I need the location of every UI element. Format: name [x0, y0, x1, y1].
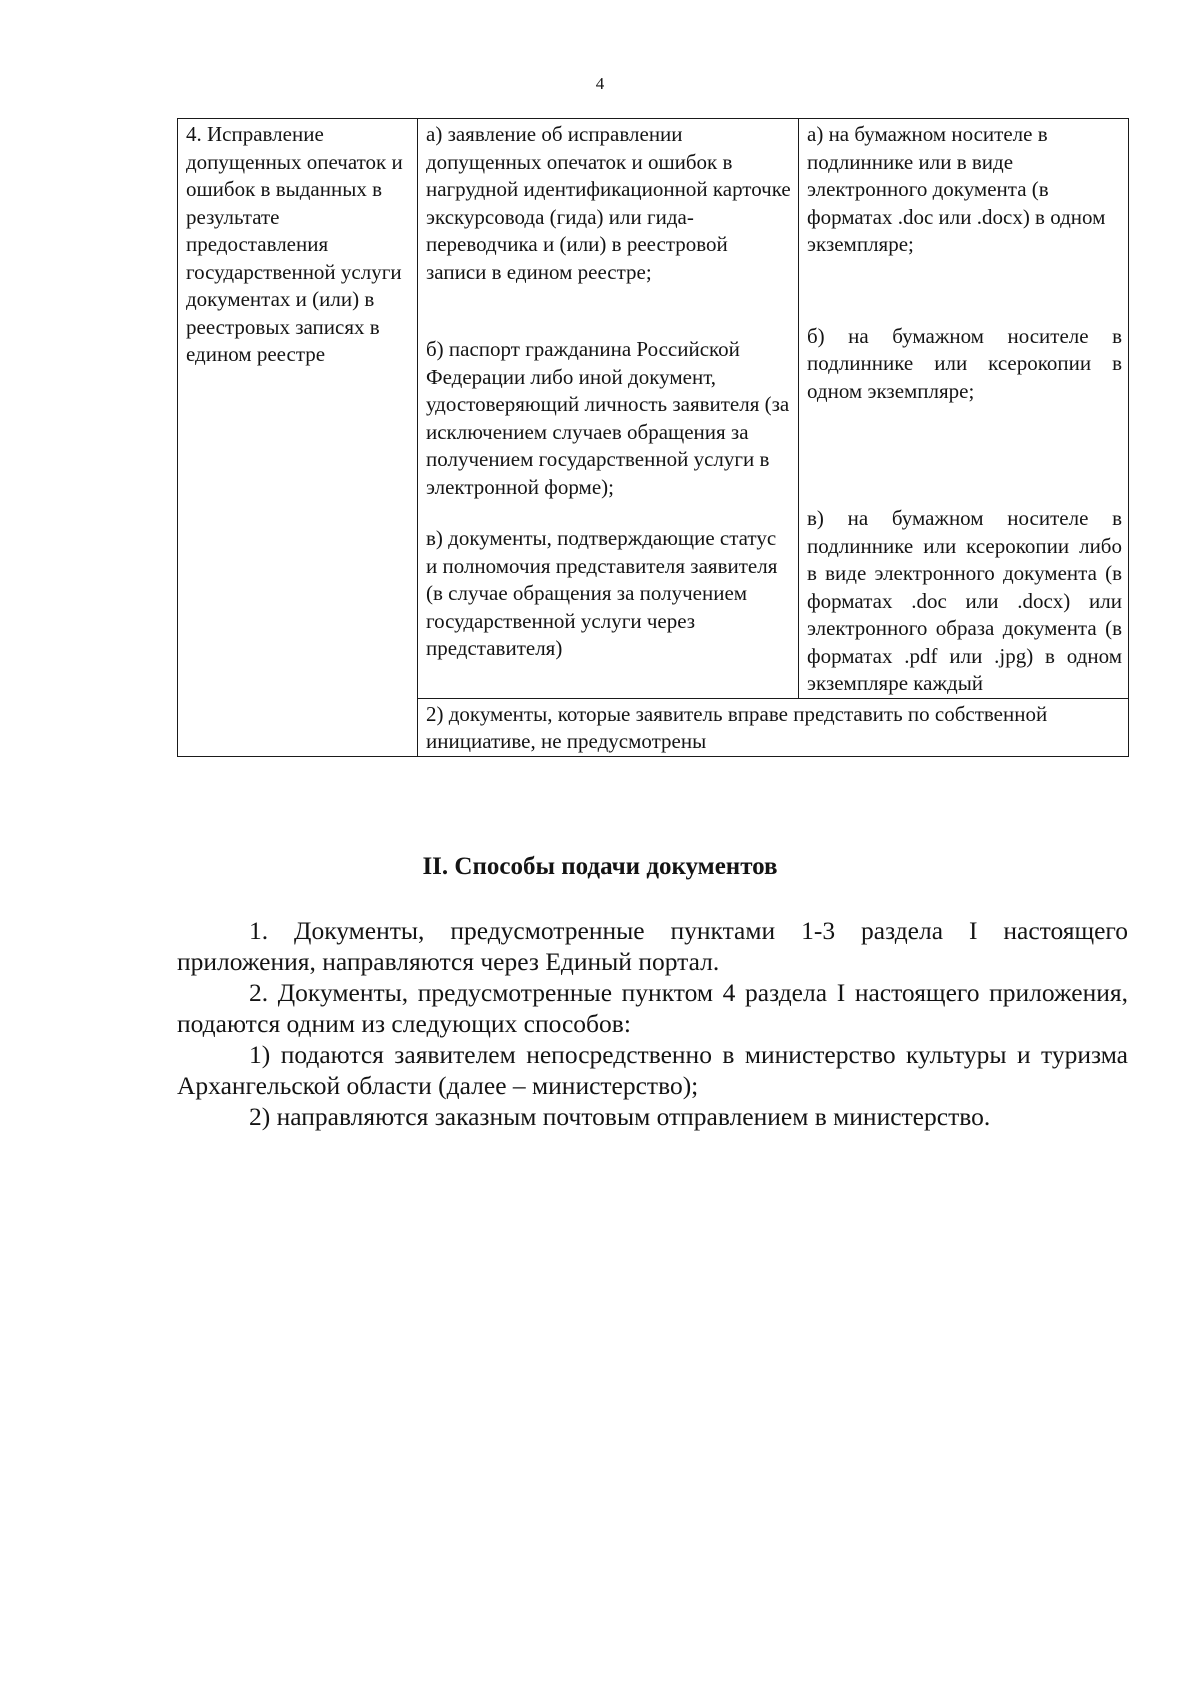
- required-docs-cell: [418, 119, 799, 699]
- documents-table: [177, 118, 1129, 757]
- form-item-a: а) на бумажном носителе в подлиннике или в виде электронного документа (в форматах .doc или .docx) в одном экземпляре;: [807, 122, 1106, 256]
- paragraph: 2) направляются заказным почтовым отправлением в министерство.: [249, 1102, 991, 1131]
- paragraph: 1) подаются заявителем непосредственно в министерство культуры и туризма Архангельской области (далее – министерство);: [177, 1040, 1128, 1100]
- section-heading: II. Способы подачи документов: [422, 853, 778, 880]
- form-item-c: в) на бумажном носителе в подлиннике или ксерокопии либо в виде электронного документа (в форматах .doc или .docx) или электронного образа документа (в форматах .pdf или .jpg) в одном экземпляре каждый: [807, 506, 1122, 695]
- table-row: [178, 119, 1129, 699]
- submission-form-cell: [799, 119, 1129, 699]
- section-body: [177, 915, 1128, 1132]
- service-name: 4. Исправление допущенных опечаток и ошибок в выданных в результате предоставления государственной услуги документах и (или) в реестровых записях в едином реестре: [186, 122, 403, 366]
- optional-docs-text: 2) документы, которые заявитель вправе представить по собственной инициативе, не предусмотрены: [426, 701, 1048, 753]
- doc-item-c: в) документы, подтверждающие статус и полномочия представителя заявителя (в случае обращения за получением государственной услуги через представителя): [426, 526, 778, 660]
- service-cell: [178, 119, 418, 757]
- paragraph: 1. Документы, предусмотренные пунктами 1-3 раздела I настоящего приложения, направляются через Единый портал.: [177, 916, 1128, 976]
- doc-item-b: б) паспорт гражданина Российской Федерации либо иной документ, удостоверяющий личность заявителя (за исключением случаев обращения за получением государственной услуги в электронной форме);: [426, 337, 790, 499]
- form-item-b: б) на бумажном носителе в подлиннике или ксерокопии в одном экземпляре;: [807, 323, 1122, 403]
- paragraph: 2. Документы, предусмотренные пунктом 4 раздела I настоящего приложения, подаются одним из следующих способов:: [177, 978, 1128, 1038]
- optional-docs-cell: [418, 698, 1129, 756]
- doc-item-a: а) заявление об исправлении допущенных опечаток и ошибок в нагрудной идентификационной карточке экскурсовода (гида) или гида-переводчика и (или) в реестровой записи в едином реестре;: [426, 122, 791, 284]
- page-number: 4: [595, 74, 605, 93]
